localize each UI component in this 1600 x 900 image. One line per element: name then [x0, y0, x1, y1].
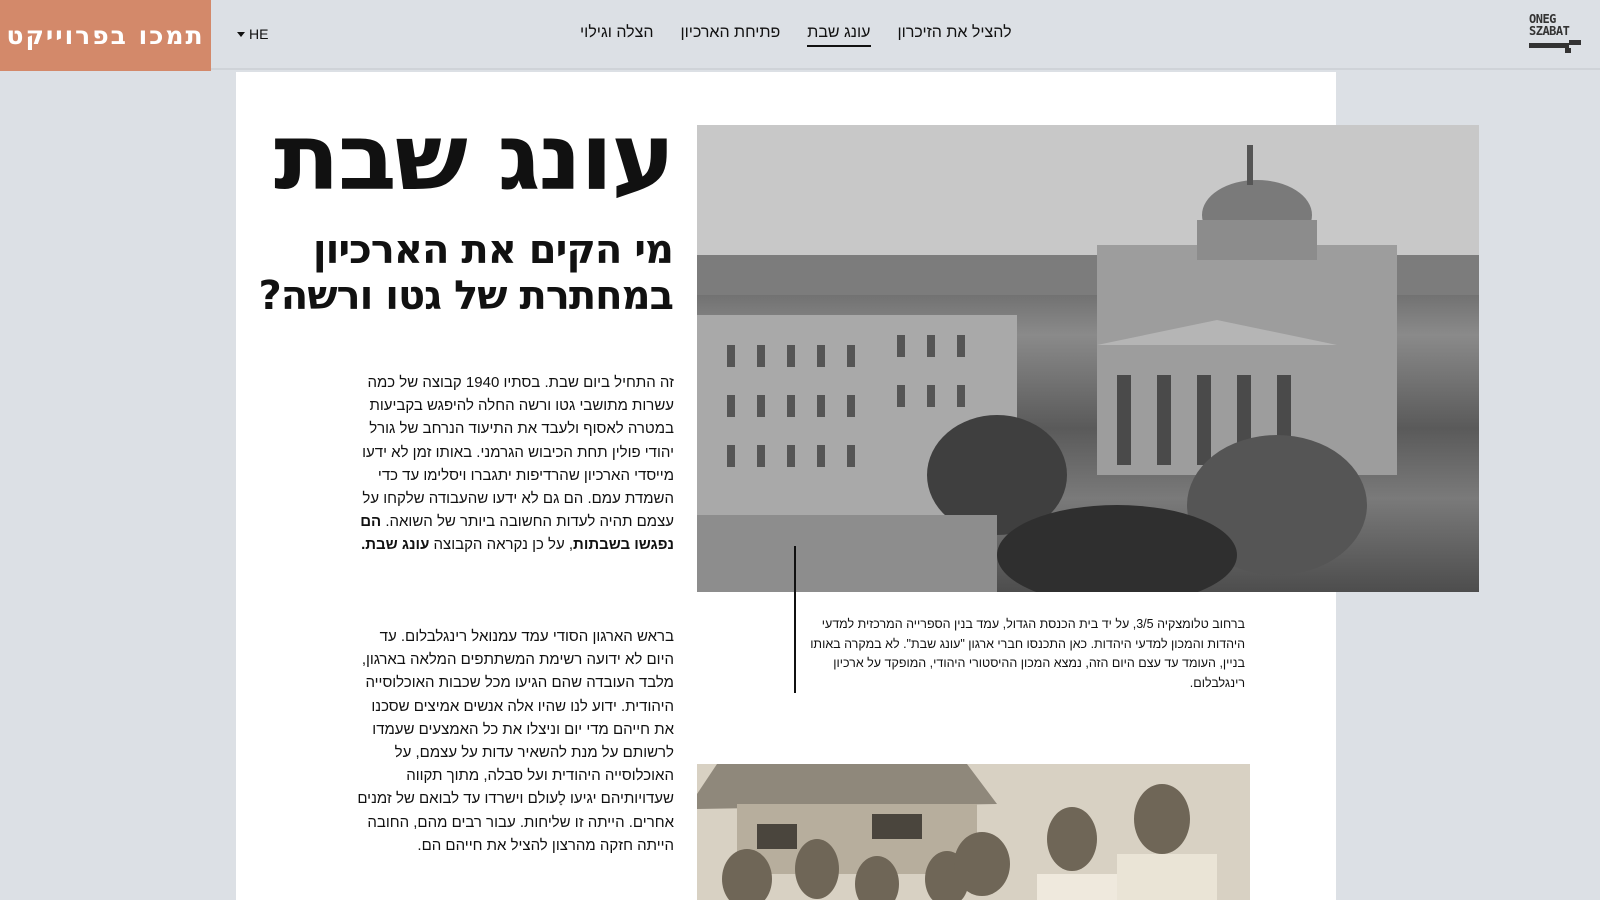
nav-item-rescue-discovery[interactable]: הצלה וגילוי — [580, 24, 654, 41]
logo-bar — [1569, 40, 1581, 45]
support-project-button[interactable]: תמכו בפרוייקט — [0, 0, 211, 71]
paragraph-text: , על כן נקראה הקבוצה — [429, 536, 574, 554]
paragraph-end: . — [361, 536, 366, 554]
emphasis-text: עונג שבת — [365, 536, 430, 554]
logo-line2: SZABAT — [1529, 24, 1570, 38]
caption-divider — [794, 546, 796, 693]
group-photo-illustration — [697, 764, 1250, 900]
nav-item-save-memory[interactable]: להציל את הזיכרון — [897, 24, 1012, 41]
language-label: HE — [249, 26, 269, 42]
language-selector[interactable] — [237, 26, 268, 42]
logo-bar — [1529, 43, 1569, 48]
caret-down-icon — [237, 32, 245, 37]
oneg-szabat-logo[interactable] — [1529, 13, 1589, 57]
logo-bar — [1565, 48, 1571, 53]
photo-caption: ברחוב טלומצקיה 3/5, על יד בית הכנסת הגדול, עמד בנין הספרייה המרכזית למדעי היהדות והמכון למדעי היהדות. כאן התכנסו חברי ארגון "עונג שבת". לא במקרה באותו בניין, העומד עד עצם היום הזה, נמצא המכון ההיסטורי היהודי, המופקד על ארכיון רינגלבלום. — [810, 617, 1245, 690]
page-title: עונג שבת — [273, 104, 673, 211]
nav-item-oneg-shabbat[interactable]: עונג שבת — [807, 24, 870, 47]
emphasis-text: הם נפגשו בשבתות — [360, 513, 674, 554]
nav-item-archive-opening[interactable]: פתיחת הארכיון — [680, 24, 781, 41]
main-nav — [580, 24, 1012, 47]
group-photo — [697, 764, 1250, 900]
page-subtitle: מי הקים את הארכיון במחתרת של גטו ורשה? — [258, 227, 673, 319]
ringelblum-paragraph: בראש הארגון הסודי עמד עמנואל רינגלבלום. עד היום לא ידועה רשימת המשתתפים המלאה בארגון, מלבד העובדה שהם הגיעו מכל שכבות האוכלוסייה היהודית. ידוע לנו שהיו אלה אנשים אמיצים שסכנו את חייהם מדי יום וניצלו את כל האמצעים שעמדו לרשותם על מנת להשאיר עדות על עצמם, על האוכלוסייה היהודית ועל סבלה, מתוך תקווה שעדויותיהם יגיעו לָעולם וישרדו עד לבואם של זמנים אחרים. הייתה זו שליחות. עבור רבים מהם, החובה הייתה חזקה מהרצון להציל את חייהם הם. — [357, 628, 674, 854]
synagogue-photo — [697, 125, 1479, 592]
synagogue-illustration — [697, 125, 1479, 592]
intro-paragraph — [354, 371, 674, 557]
logo-line1: ONEG — [1529, 12, 1556, 26]
site-header — [0, 0, 1600, 70]
paragraph-text: זה התחיל ביום שבת. בסתיו 1940 קבוצה של כמה עשרות מתושבי גטו ורשה החלה להיפגש בקביעות במטרה לאסוף ולעבד את התיעוד הנרחב של גורל יהודי פולין תחת הכיבוש הגרמני. באותו זמן לא ידעו מייסדי הארכיון שהרדיפות יתגברו ויסלימו עד כדי השמדת עמם. הם גם לא ידעו שהעבודה שלקחו על עצמם תהיה לעדות החשובה ביותר של השואה. — [362, 374, 674, 531]
